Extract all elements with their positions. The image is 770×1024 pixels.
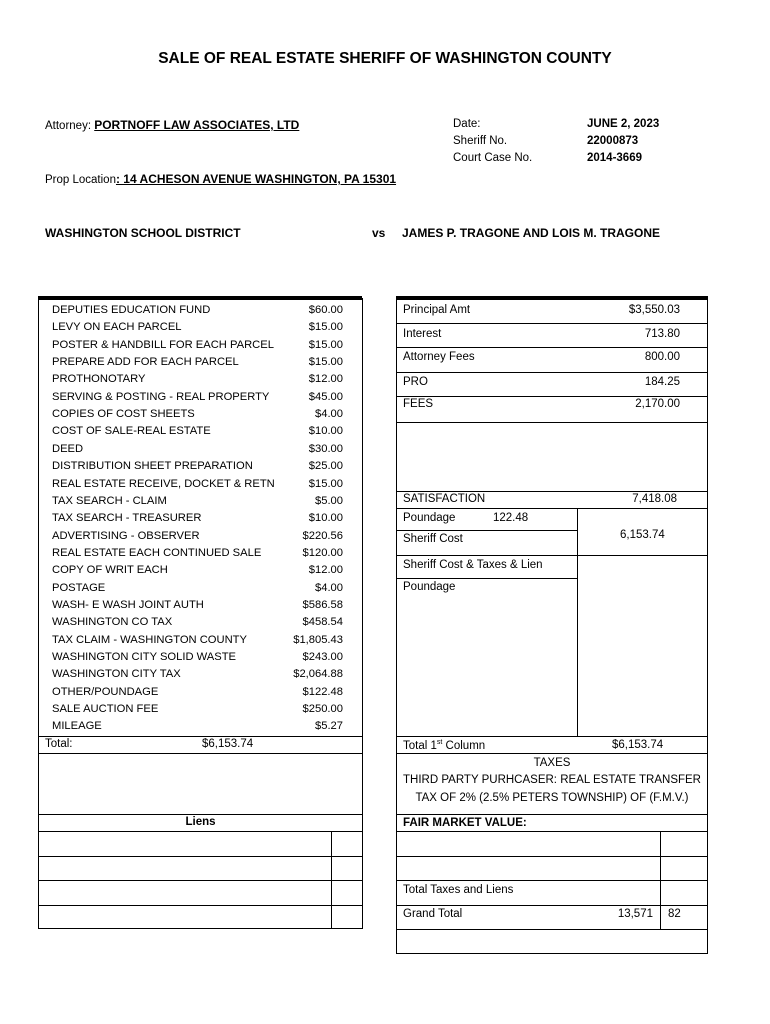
fee-amount: $15.00 bbox=[308, 321, 343, 334]
prop-location-label: Prop Location bbox=[45, 174, 116, 186]
fee-amount: $5.27 bbox=[315, 720, 343, 733]
attorney-fees-value: 800.00 bbox=[644, 351, 680, 363]
fee-name: TAX SEARCH - CLAIM bbox=[52, 494, 167, 507]
fee-amount: $586.58 bbox=[302, 598, 343, 611]
fee-name: DEPUTIES EDUCATION FUND bbox=[52, 304, 211, 316]
fee-name: WASHINGTON CITY TAX bbox=[52, 668, 181, 681]
fee-name: PREPARE ADD FOR EACH PARCEL bbox=[52, 356, 239, 369]
fee-amount: $45.00 bbox=[308, 390, 343, 403]
poundage-value: 122.48 bbox=[493, 512, 529, 524]
fee-name: LEVY ON EACH PARCEL bbox=[52, 321, 182, 334]
attorney-name: PORTNOFF LAW ASSOCIATES, LTD bbox=[94, 118, 300, 132]
fee-amount: $122.48 bbox=[302, 685, 343, 698]
defendant: JAMES P. TRAGONE AND LOIS M. TRAGONE bbox=[402, 226, 661, 240]
attorney-line bbox=[45, 118, 299, 132]
left-table-top-rule bbox=[38, 296, 362, 300]
fee-name: WASHINGTON CO TAX bbox=[52, 616, 173, 629]
pro-value: 184.25 bbox=[644, 376, 680, 388]
grand-total-dollars: 13,571 bbox=[617, 908, 653, 920]
fee-name: REAL ESTATE RECEIVE, DOCKET & RETN bbox=[52, 477, 275, 490]
sheriff-no-value: 22000873 bbox=[587, 135, 639, 147]
fee-amount: $220.56 bbox=[302, 529, 343, 542]
fee-amount: $12.00 bbox=[308, 373, 343, 386]
fee-name: PROTHONOTARY bbox=[52, 373, 146, 386]
vs-label: vs bbox=[372, 226, 386, 240]
fee-amount: $458.54 bbox=[302, 616, 343, 629]
principal-value: $3,550.03 bbox=[628, 304, 680, 316]
fee-name: SERVING & POSTING - REAL PROPERTY bbox=[52, 390, 270, 403]
fee-amount: $250.00 bbox=[302, 703, 343, 716]
fee-amount: $25.00 bbox=[308, 460, 343, 473]
attorney-fees-label: Attorney Fees bbox=[403, 351, 475, 363]
fee-amount: $12.00 bbox=[308, 564, 343, 577]
fee-name: COST OF SALE-REAL ESTATE bbox=[52, 425, 211, 438]
third-party-line-2: TAX OF 2% (2.5% PETERS TOWNSHIP) OF (F.M.V.) bbox=[415, 792, 689, 804]
pro-label: PRO bbox=[403, 376, 428, 388]
fee-name: OTHER/POUNDAGE bbox=[52, 685, 159, 698]
sheriff-cost-taxes-label: Sheriff Cost & Taxes & Lien bbox=[403, 559, 543, 571]
total-first-column-value: $6,153.74 bbox=[612, 739, 664, 751]
fee-name: SALE AUCTION FEE bbox=[52, 703, 159, 716]
fee-name: POSTER & HANDBILL FOR EACH PARCEL bbox=[52, 338, 274, 351]
attorney-label: Attorney: bbox=[45, 120, 95, 132]
fee-amount: $4.00 bbox=[315, 408, 343, 421]
fee-amount: $15.00 bbox=[308, 338, 343, 351]
sheriff-no-label: Sheriff No. bbox=[453, 135, 508, 147]
satisfaction-value: 7,418.08 bbox=[632, 493, 677, 505]
fee-amount: $2,064.88 bbox=[293, 668, 343, 681]
total-first-column-label: Total 1st Column bbox=[403, 739, 486, 752]
satisfaction-label: SATISFACTION bbox=[403, 493, 486, 505]
fee-amount: $15.00 bbox=[308, 477, 343, 490]
fee-name: REAL ESTATE EACH CONTINUED SALE bbox=[52, 546, 262, 559]
poundage-label: Poundage bbox=[403, 512, 456, 524]
third-party-line-1: THIRD PARTY PURHCASER: REAL ESTATE TRANSFER bbox=[403, 774, 701, 786]
court-case-label: Court Case No. bbox=[453, 152, 533, 164]
fee-name: WASHINGTON CITY SOLID WASTE bbox=[52, 651, 236, 663]
fee-amount: $60.00 bbox=[308, 304, 343, 316]
grand-total-label: Grand Total bbox=[403, 908, 463, 920]
prop-location-line bbox=[45, 172, 396, 186]
fee-name: COPIES OF COST SHEETS bbox=[52, 408, 195, 421]
prop-location-value: : 14 ACHESON AVENUE WASHINGTON, PA 15301 bbox=[115, 172, 397, 186]
sheriff-cost-value: 6,153.74 bbox=[620, 529, 665, 541]
fee-name: TAX SEARCH - TREASURER bbox=[52, 512, 202, 525]
sheriff-cost-label: Sheriff Cost bbox=[403, 533, 463, 545]
fee-amount: $15.00 bbox=[308, 356, 343, 369]
total-value: $6,153.74 bbox=[202, 738, 254, 750]
poundage-2-label: Poundage bbox=[403, 581, 456, 593]
grand-total-cents: 82 bbox=[668, 908, 681, 920]
fee-name: MILEAGE bbox=[52, 720, 102, 733]
fee-amount: $10.00 bbox=[308, 512, 343, 525]
fair-market-value-label: FAIR MARKET VALUE: bbox=[403, 817, 527, 829]
interest-value: 713.80 bbox=[644, 328, 680, 340]
fee-amount: $4.00 bbox=[315, 581, 343, 594]
fee-name: ADVERTISING - OBSERVER bbox=[52, 529, 200, 542]
page-title: SALE OF REAL ESTATE SHERIFF OF WASHINGTON COUNTY bbox=[158, 50, 612, 67]
fee-amount: $1,805.43 bbox=[293, 633, 343, 646]
fee-amount: $30.00 bbox=[308, 442, 343, 455]
fee-name: POSTAGE bbox=[52, 581, 106, 594]
fees-label: FEES bbox=[403, 398, 434, 410]
date-label: Date: bbox=[453, 118, 481, 130]
fee-amount: $120.00 bbox=[302, 546, 343, 559]
court-case-value: 2014-3669 bbox=[587, 152, 642, 164]
plaintiff: WASHINGTON SCHOOL DISTRICT bbox=[45, 226, 241, 240]
total-label: Total: bbox=[45, 738, 73, 750]
interest-label: Interest bbox=[403, 328, 442, 340]
date-value: JUNE 2, 2023 bbox=[587, 118, 660, 130]
fee-amount: $5.00 bbox=[315, 494, 343, 507]
fee-name: DEED bbox=[52, 442, 84, 455]
fee-name: TAX CLAIM - WASHINGTON COUNTY bbox=[52, 633, 247, 646]
principal-label: Principal Amt bbox=[403, 304, 471, 316]
fees-value: 2,170.00 bbox=[635, 398, 680, 410]
liens-label: Liens bbox=[185, 816, 216, 828]
fee-name: WASH- E WASH JOINT AUTH bbox=[52, 598, 204, 611]
right-table-top-rule bbox=[396, 296, 708, 300]
fee-name: DISTRIBUTION SHEET PREPARATION bbox=[52, 460, 253, 473]
taxes-label: TAXES bbox=[533, 757, 571, 769]
fee-name: COPY OF WRIT EACH bbox=[52, 564, 168, 577]
fee-amount: $243.00 bbox=[302, 651, 343, 663]
fee-amount: $10.00 bbox=[308, 425, 343, 438]
total-taxes-liens-label: Total Taxes and Liens bbox=[403, 884, 514, 896]
